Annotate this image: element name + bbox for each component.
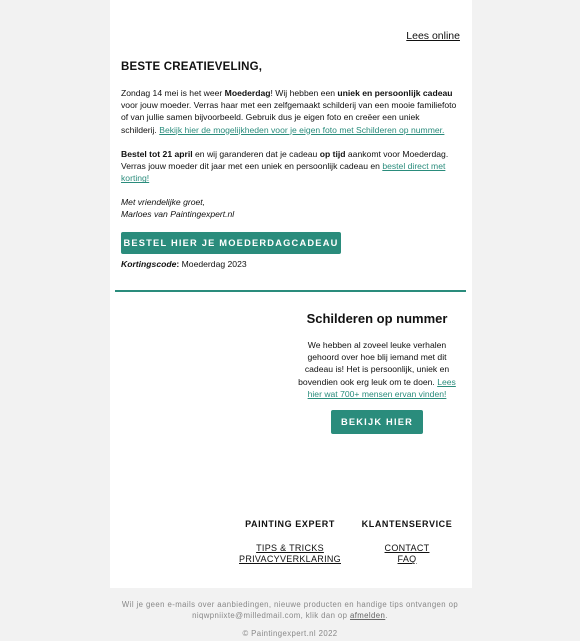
view-here-button[interactable]: BEKIJK HIER bbox=[331, 410, 423, 434]
footer-column-painting-expert bbox=[225, 519, 355, 565]
discount-value: Moederdag 2023 bbox=[179, 259, 247, 269]
text: en wij garanderen dat je cadeau bbox=[192, 149, 320, 159]
order-paragraph bbox=[121, 148, 457, 185]
discount-label: Kortingscode bbox=[121, 259, 177, 269]
tips-tricks-link[interactable]: TIPS & TRICKS bbox=[256, 543, 324, 553]
privacy-link[interactable]: PRIVACYVERKLARING bbox=[239, 554, 341, 564]
read-online-link[interactable]: Lees online bbox=[406, 30, 460, 42]
text: We hebben al zoveel leuke verhalen gehoord over hoe blij iemand met dit cadeau is! Het is persoonlijk, uniek en bovendien ook erg leuk om te doen. bbox=[298, 340, 450, 387]
text: voor jouw moeder. Verras haar met een zelfgemaakt schilderij van een mooie familiefoto of van jullie samen bijvoorbeeld. Gebruik dus je eigen foto en creëer een uniek schilderij. bbox=[121, 100, 457, 135]
section-title: Schilderen op nummer bbox=[306, 311, 448, 326]
text: Zondag 14 mei is het weer bbox=[121, 88, 225, 98]
contact-link[interactable]: CONTACT bbox=[384, 543, 430, 553]
bold-text: Moederdag bbox=[224, 88, 271, 98]
section-divider bbox=[115, 290, 466, 292]
text: ! Wij hebben een bbox=[270, 88, 338, 98]
reviews-link[interactable]: Lees hier wat 700+ mensen ervan vinden! bbox=[307, 376, 456, 399]
unsubscribe-note bbox=[0, 599, 580, 621]
text: niqwpniixte@milledmail.com, klik dan op bbox=[192, 611, 350, 620]
signoff-line: Met vriendelijke groet, bbox=[121, 197, 206, 207]
section-text bbox=[296, 339, 458, 400]
intro-paragraph bbox=[121, 87, 457, 136]
unsubscribe-link[interactable]: afmelden bbox=[349, 611, 386, 620]
text: aankomt voor Moederdag. Verras jouw moeder dit jaar met een uniek en persoonlijk cadeau en bbox=[121, 149, 449, 172]
email-card bbox=[110, 0, 472, 588]
discount-code bbox=[121, 259, 247, 269]
copyright: © Paintingexpert.nl 2022 bbox=[242, 629, 338, 638]
bold-text: op tijd bbox=[319, 149, 346, 159]
signoff bbox=[121, 196, 457, 220]
text: . bbox=[385, 611, 388, 620]
photo-options-link[interactable]: Bekijk hier de mogelijkheden voor je eigen foto met Schilderen op nummer. bbox=[159, 124, 445, 135]
bold-text: Bestel tot 21 april bbox=[121, 149, 193, 159]
discount-colon: : bbox=[176, 259, 180, 269]
text: Wil je geen e-mails over aanbiedingen, nieuwe producten en handige tips ontvangen op bbox=[121, 600, 459, 609]
footer-heading: KLANTENSERVICE bbox=[361, 519, 453, 529]
signoff-name: Marloes van Paintingexpert.nl bbox=[121, 209, 235, 220]
order-discount-link[interactable]: bestel direct met korting! bbox=[121, 161, 446, 184]
greeting-heading: BESTE CREATIEVELING, bbox=[121, 61, 263, 73]
footer-column-customer-service bbox=[342, 519, 472, 565]
bold-text: uniek en persoonlijk cadeau bbox=[337, 88, 453, 98]
footer-heading: PAINTING EXPERT bbox=[245, 519, 335, 529]
order-gift-button[interactable]: BESTEL HIER JE MOEDERDAGCADEAU bbox=[121, 232, 341, 254]
faq-link[interactable]: FAQ bbox=[397, 554, 417, 564]
